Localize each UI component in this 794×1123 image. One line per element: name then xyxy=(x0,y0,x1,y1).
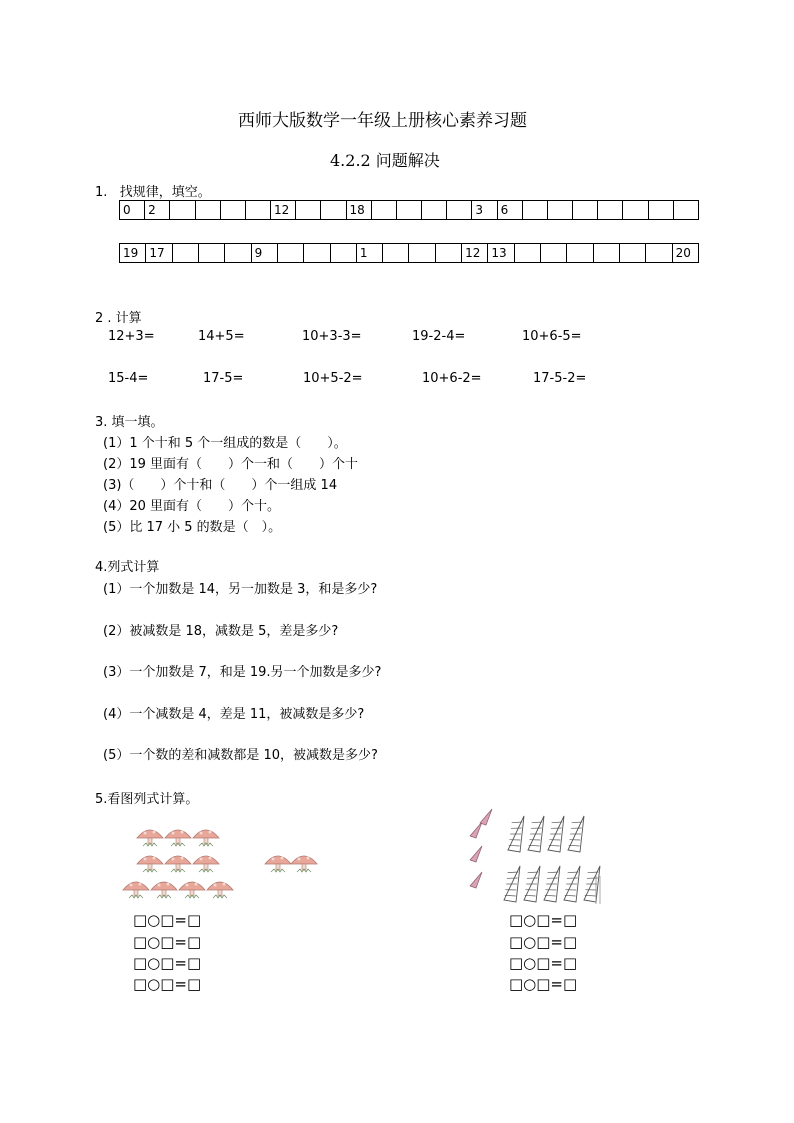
page-title: 西师大版数学一年级上册核心素养习题 xyxy=(238,111,527,131)
calc-item: 10+6-5= xyxy=(522,329,582,344)
sequence-cell: 17 xyxy=(146,244,172,263)
sequence-cell xyxy=(623,201,648,220)
mushroom-icon xyxy=(165,830,191,846)
equation-blank: □○□=□ xyxy=(133,954,202,972)
word-problem: (1）一个加数是 14，另一加数是 3，和是多少? xyxy=(103,582,378,597)
sequence-cell: 12 xyxy=(271,201,296,220)
word-problem: (3）一个加数是 7，和是 19.另一个加数是多少? xyxy=(103,665,382,680)
sequence-cell: 19 xyxy=(120,244,146,263)
sequence-cell xyxy=(541,244,567,263)
small-shell-icon xyxy=(470,872,482,888)
mushroom-icon xyxy=(291,856,317,872)
sequence-cell xyxy=(673,201,698,220)
mushroom-icon xyxy=(137,830,163,846)
sequence-cell xyxy=(396,201,421,220)
sequence-cell xyxy=(522,201,547,220)
q4-heading: 4.列式计算 xyxy=(95,560,160,575)
sequence-cell: 13 xyxy=(488,244,514,263)
calc-item: 12+3= xyxy=(108,329,155,344)
calc-item: 17-5= xyxy=(203,371,244,386)
mushroom-icon xyxy=(193,856,219,872)
calc-item: 10+5-2= xyxy=(303,371,363,386)
sequence-cell xyxy=(593,244,619,263)
sequence-cell xyxy=(422,201,447,220)
cone-shell-icon xyxy=(568,816,584,852)
cone-shell-icon xyxy=(504,866,520,902)
cone-shell-icon xyxy=(544,866,560,902)
sequence-cell xyxy=(371,201,396,220)
cone-shell-icon xyxy=(508,816,524,852)
mushroom-icon xyxy=(137,856,163,872)
equation-blank: □○□=□ xyxy=(509,933,578,951)
word-problem: (2）被减数是 18，减数是 5，差是多少? xyxy=(103,624,339,639)
sequence-cell xyxy=(646,244,672,263)
sequence-cell xyxy=(198,244,224,263)
sequence-cell xyxy=(619,244,645,263)
equation-blank: □○□=□ xyxy=(133,975,202,993)
sequence-cell xyxy=(296,201,321,220)
sequence-cell: 6 xyxy=(497,201,522,220)
mushroom-icon xyxy=(123,882,149,898)
shell-picture xyxy=(460,808,610,910)
q1-heading: 1. 找规律，填空。 xyxy=(95,185,211,200)
sequence-cell: 2 xyxy=(145,201,170,220)
sequence-cell: 3 xyxy=(472,201,497,220)
sequence-cell xyxy=(277,244,303,263)
mushroom-picture xyxy=(120,822,330,908)
q3-heading: 3. 填一填。 xyxy=(95,415,164,430)
fill-item: (4）20 里面有（ ）个十。 xyxy=(103,499,281,514)
equation-blank: □○□=□ xyxy=(509,975,578,993)
sequence-cell xyxy=(172,244,198,263)
word-problem: (4）一个减数是 4，差是 11，被减数是多少? xyxy=(103,707,365,722)
fill-item: (2）19 里面有（ ）个一和（ ）个十 xyxy=(103,457,359,472)
sequence-cell xyxy=(330,244,356,263)
small-shell-icon xyxy=(470,822,482,838)
cone-shell-icon xyxy=(528,816,544,852)
calc-item: 10+6-2= xyxy=(422,371,482,386)
sequence-cell xyxy=(547,201,572,220)
equation-blank: □○□=□ xyxy=(509,954,578,972)
sequence-cell: 9 xyxy=(251,244,277,263)
cone-shell-icon xyxy=(584,866,600,902)
equation-blank: □○□=□ xyxy=(133,933,202,951)
sequence-cell: 18 xyxy=(346,201,371,220)
sequence-cell xyxy=(304,244,330,263)
mushroom-icon xyxy=(151,882,177,898)
cone-shell-icon xyxy=(548,816,564,852)
calc-item: 19-2-4= xyxy=(412,329,466,344)
mushroom-icon xyxy=(207,882,233,898)
sequence-cell xyxy=(567,244,593,263)
calc-item: 17-5-2= xyxy=(533,371,587,386)
sequence-cell xyxy=(383,244,409,263)
sequence-cell xyxy=(225,244,251,263)
cone-shell-icon xyxy=(564,866,580,902)
sequence-cell xyxy=(321,201,346,220)
mushroom-icon xyxy=(193,830,219,846)
sequence-cell xyxy=(447,201,472,220)
sequence-cell xyxy=(220,201,245,220)
sequence-cell: 20 xyxy=(672,244,698,263)
sequence-row-1 xyxy=(119,200,699,220)
sequence-cell xyxy=(598,201,623,220)
q5-heading: 5.看图列式计算。 xyxy=(95,792,199,807)
q2-heading: 2 . 计算 xyxy=(95,311,142,326)
equation-blank: □○□=□ xyxy=(133,911,202,929)
mushroom-icon xyxy=(265,856,291,872)
sequence-cell xyxy=(195,201,220,220)
sequence-cell: 1 xyxy=(356,244,382,263)
fill-item: (1）1 个十和 5 个一组成的数是（ ）。 xyxy=(103,436,347,451)
fill-item: (5）比 17 小 5 的数是（ ）。 xyxy=(103,520,282,535)
sequence-row-2 xyxy=(119,243,699,263)
calc-item: 15-4= xyxy=(108,371,149,386)
calc-item: 10+3-3= xyxy=(302,329,362,344)
sequence-cell: 0 xyxy=(120,201,145,220)
mushroom-icon xyxy=(165,856,191,872)
sequence-cell: 12 xyxy=(462,244,488,263)
sequence-cell xyxy=(409,244,435,263)
equation-blank: □○□=□ xyxy=(509,911,578,929)
cone-shell-icon xyxy=(524,866,540,902)
calc-item: 14+5= xyxy=(198,329,245,344)
word-problem: (5）一个数的差和减数都是 10，被减数是多少? xyxy=(103,748,378,763)
sequence-cell xyxy=(648,201,673,220)
small-shell-icon xyxy=(480,809,492,825)
sequence-cell xyxy=(573,201,598,220)
mushroom-icon xyxy=(179,882,205,898)
sequence-cell xyxy=(435,244,461,263)
sequence-cell xyxy=(514,244,540,263)
sequence-cell xyxy=(170,201,195,220)
small-shell-icon xyxy=(470,846,482,862)
fill-item: (3)（ ）个十和（ ）个一组成 14 xyxy=(103,478,338,493)
page-subtitle: 4.2.2 问题解决 xyxy=(330,151,440,170)
sequence-cell xyxy=(245,201,270,220)
